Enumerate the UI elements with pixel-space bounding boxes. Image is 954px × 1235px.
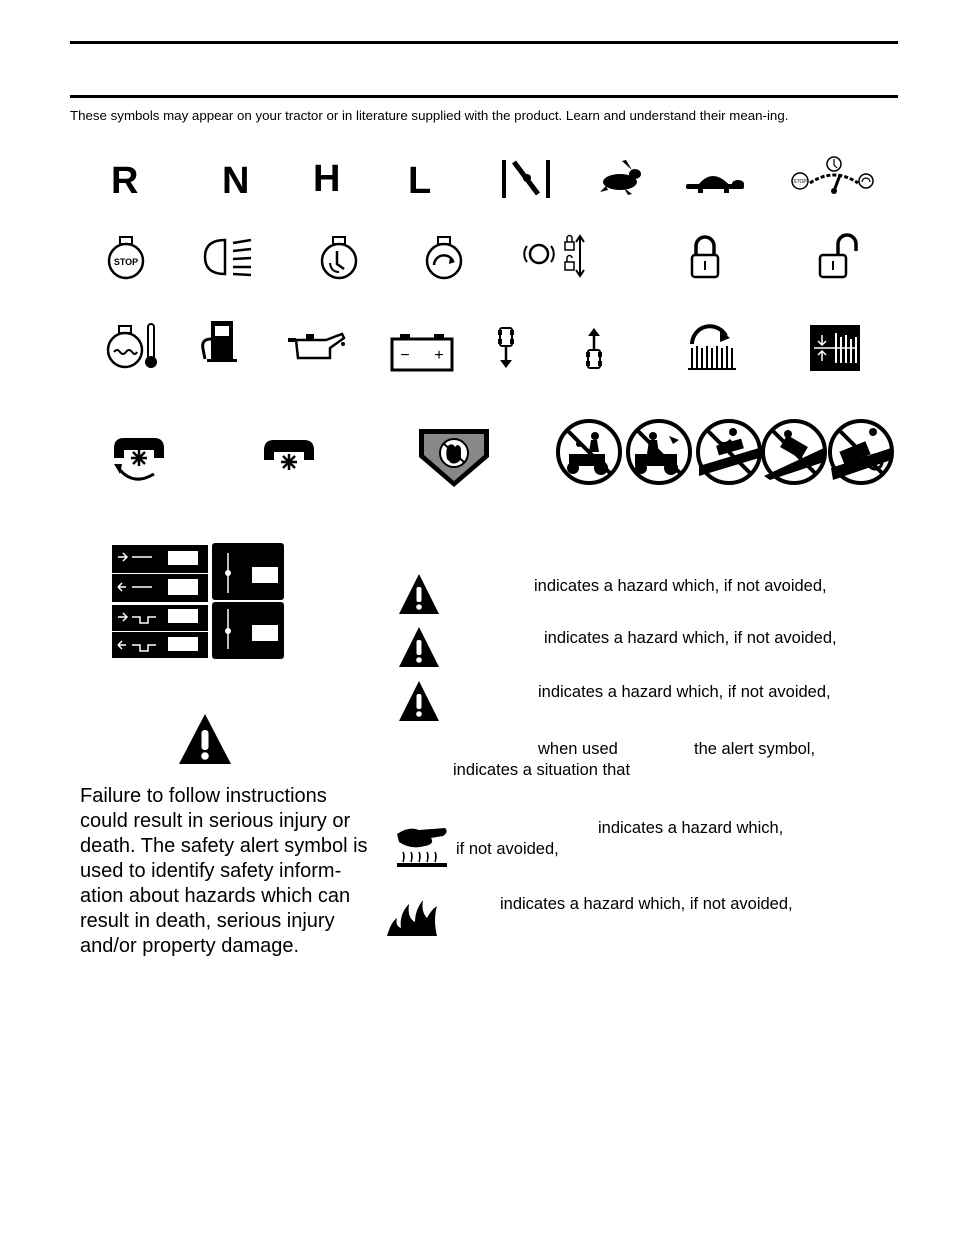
choke-icon [500, 158, 552, 200]
engine-stop-start-icon [790, 153, 876, 195]
battery-icon [390, 334, 454, 372]
battery-plus-label: + [434, 347, 444, 364]
notice-alert-symbol: the alert symbol, [694, 740, 816, 758]
engine-stop-icon [106, 236, 146, 280]
notice-when-used: when used [538, 740, 618, 758]
turtle-slow-icon [686, 166, 746, 194]
svg-text:STOP: STOP [793, 179, 807, 185]
safety-warning-paragraph: Failure to follow instructions could result in serious injury or death. The safety alert symbol is used to identify safety inform-ation about hazards which can result in death, serious injury and/or property damage. [80, 785, 368, 957]
engine-start-icon [319, 236, 359, 280]
no-riders-icon [558, 421, 620, 483]
reverse-icon [496, 326, 516, 370]
hand-cut-hazard-icon [417, 427, 491, 489]
mower-raise-icon [686, 322, 736, 370]
warning-description: indicates a hazard which, if not avoided, [544, 629, 837, 647]
engine-temp-icon [105, 322, 161, 370]
engine-run-icon [424, 236, 464, 280]
fire-description: indicates a hazard which, if not avoided, [500, 895, 793, 913]
battery-minus-label: − [400, 347, 410, 364]
rollover-hazard-icon [830, 421, 892, 483]
danger-description: indicates a hazard which, if not avoided, [534, 577, 827, 595]
warning-alert-icon [398, 626, 440, 668]
slope-hazard-icon [698, 421, 760, 483]
caution-description: indicates a hazard which, if not avoided, [538, 683, 831, 701]
pto-disengaged-icon [260, 436, 318, 472]
fuel-icon [199, 319, 237, 363]
burn-description: indicates a hazard which, [598, 819, 784, 837]
notice-situation: indicates a situation that [453, 761, 631, 779]
danger-alert-icon [398, 573, 440, 615]
cutting-height-icon [810, 325, 860, 371]
no-passengers-icon [628, 421, 690, 483]
forward-icon [584, 326, 604, 370]
gear-letter-h: H [313, 158, 341, 200]
burn-description-line2: if not avoided, [456, 840, 559, 858]
fire-hazard-icon [385, 892, 439, 938]
oil-icon [286, 330, 346, 360]
safety-alert-icon [178, 713, 232, 765]
engine-stop-label: STOP [113, 257, 139, 267]
rabbit-fast-icon [598, 160, 644, 196]
operation-decal-panel [112, 543, 284, 659]
intro-text: These symbols may appear on your tractor or in literature supplied with the product. Learn and understand their mean-ing. [70, 108, 789, 123]
tipping-hazard-icon [763, 421, 825, 483]
pto-engaged-icon [110, 434, 168, 484]
parking-brake-icon [523, 234, 585, 276]
gear-letter-l: L [408, 160, 432, 202]
unlock-icon [818, 233, 860, 279]
burn-hazard-icon [395, 822, 449, 868]
header-rule [70, 95, 898, 98]
caution-alert-icon [398, 680, 440, 722]
top-rule [70, 41, 898, 44]
gear-letter-n: N [222, 160, 250, 202]
gear-letter-r: R [111, 160, 139, 202]
headlights-icon [203, 238, 253, 276]
lock-icon [690, 235, 720, 279]
safety-prohibition-icons [555, 418, 895, 488]
